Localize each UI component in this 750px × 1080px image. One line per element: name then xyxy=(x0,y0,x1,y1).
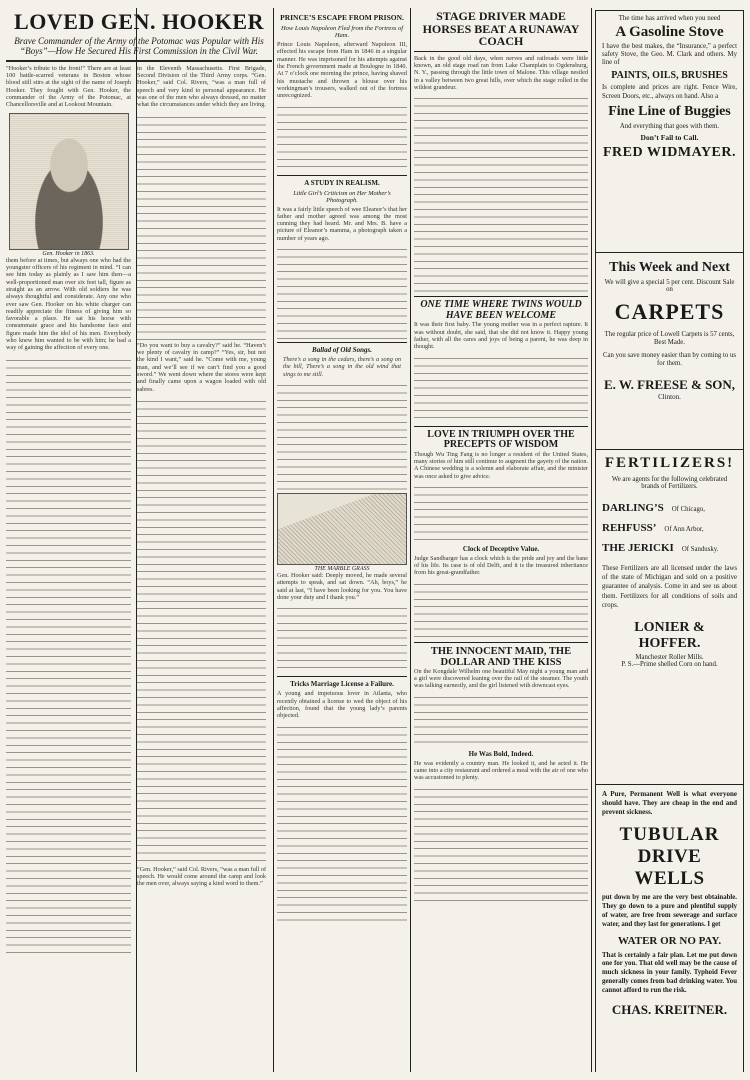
paints-heading: PAINTS, OILS, BRUSHES xyxy=(611,70,728,82)
stage-body: Back in the good old days, when nerves and railroads were little known, an old stage road ran from Lake Champlain to Ogdensburg, N. Y., passing through the little town of Malone. This village nestled in a valley between two great hills, over which the stage rolled in the wildest grandeur. xyxy=(414,54,588,92)
text-filler xyxy=(6,355,131,955)
ad-body: We will give a special 5 per cent. Discount Sale on xyxy=(604,279,735,293)
maid-headline: THE INNOCENT MAID, THE DOLLAR AND THE KISS xyxy=(430,645,572,668)
hooker-col-left xyxy=(6,65,131,955)
freese-ad xyxy=(595,253,744,450)
text-filler xyxy=(277,603,407,673)
stage-headline: STAGE DRIVER MADE HORSES BEAT A RUNAWAY COACH xyxy=(422,10,580,49)
column-rule xyxy=(591,8,592,1072)
ad-body: Is complete and prices are right. Fence Wire, Screen Doors, etc., always on hand. Also a xyxy=(602,84,737,100)
text-filler xyxy=(414,784,588,904)
freese-name: E. W. FREESE & SON, xyxy=(603,376,736,392)
freese-town: Clinton. xyxy=(658,392,681,401)
clock-headline: Clock of Deceptive Value. xyxy=(462,544,540,553)
ballad-title: Ballad of Old Songs. xyxy=(312,346,372,355)
widmayer-ad xyxy=(595,10,744,253)
brand-jericki: THE JERICKI xyxy=(602,542,674,554)
maid-body: On the Kongdale Wilhelm one beautiful May night a young man and a girl were discovered leaning over the rail of the steamer. The youth was talking earnestly, and the girl listened with downcast eyes. xyxy=(414,667,588,690)
ad-body: We are agents for the following celebrated brands of Fertilizers. xyxy=(611,476,728,490)
grass-illustration xyxy=(277,493,407,565)
fertilizers-heading: FERTILIZERS! xyxy=(604,455,735,471)
widmayer-name: FRED WIDMAYER. xyxy=(602,144,736,160)
brand-origin: Of Ann Arbor, xyxy=(664,526,704,533)
ad-body: The regular price of Lowell Carpets is 57 cents, Best Made. xyxy=(604,331,735,347)
text-filler xyxy=(414,692,588,747)
buggies-heading: Fine Line of Buggies xyxy=(608,103,731,119)
lonier-name: LONIER & HOFFER. xyxy=(634,619,705,651)
ad-tagline: Don’t Fail to Call. xyxy=(640,132,699,142)
text-filler xyxy=(277,380,407,490)
water-heading: WATER OR NO PAY. xyxy=(617,934,722,947)
divider xyxy=(414,426,588,427)
text-filler xyxy=(277,244,407,339)
divider xyxy=(414,296,588,297)
hooker-headline: LOVED GEN. HOOKER xyxy=(14,10,264,34)
ad-body: That is certainly a fair plan. Let me put down one for you. That old well may be the cause of much sickness in your family. Typhoid Fever generally comes from bad drinking water. You cannot afford to run the risk. xyxy=(602,951,737,994)
twins-headline: ONE TIME WHERE TWINS WOULD HAVE BEEN WELCOME xyxy=(420,299,582,321)
text-filler xyxy=(414,579,588,639)
hooker-body-mid: “Do you want to buy a cavalry?” said he. “Haven’t we plenty of cavalry in camp?” “Yes, sir, but not the kind I want,” said he. “Come with me, young man, and we’ll see if we can’t find you a good sword.” We went down where the stores were kept and finally came upon a wagon loaded with old sabres. xyxy=(137,341,266,393)
hooker-continued: Gen. Hooker said: Deeply moved, he made several attempts to speak, and sat down. “Ah, boys,” he said at last, “I have been looking for you. You have done your duty and I thank you.” xyxy=(277,572,407,601)
text-filler xyxy=(277,722,407,922)
clock-body: Judge Sandbarger has a clock which is the pride and joy and the bane of his life. Its case is of old Delft, and it is the treasured inheritance from his great-grandfather. xyxy=(414,554,588,577)
text-filler xyxy=(137,396,266,866)
fertilizer-ad xyxy=(595,450,744,785)
text-filler xyxy=(137,112,266,342)
bold-body: He was evidently a country man. He looked it, and he acted it. He came into a city restaurant and ordered a meal with the air of one who was accustomed to plenty. xyxy=(414,759,588,782)
ballad-poem: There’s a song in the cedars, there’s a song on the hill, There’s a song in the old wind that sings to me still. xyxy=(283,356,401,378)
realism-body: It was a fairly little speech of wee Eleanor’s that her father and mother agreed was among the most cunning they had heard. Mr. and Mrs. B. have a picture of Eleanor’s mamma, a photograph taken a number of years ago. xyxy=(277,205,407,242)
kreitner-name: CHAS. KREITNER. xyxy=(611,1001,728,1017)
divider xyxy=(277,175,407,176)
prince-subhead: How Louis Napoleon Fled from the Fortress of Ham. xyxy=(280,25,404,39)
ads-column xyxy=(595,10,744,1072)
hooker-columns xyxy=(6,65,272,955)
illustration-caption: THE MARBLE GRASS xyxy=(314,566,370,572)
ad-intro: A Pure, Permanent Well is what everyone should have. They are cheap in the end and prevent sickness. xyxy=(602,790,737,816)
lonier-sub2: P. S.—Prime shelled Corn on hand. xyxy=(621,660,718,668)
divider xyxy=(6,60,272,62)
divider xyxy=(277,342,407,343)
brand-row xyxy=(602,498,737,516)
hooker-col-right xyxy=(137,65,266,955)
ad-body: These Fertilizers are all licensed under the laws of the state of Michigan and sold on a positive guarantee of analysis. Come in and see us about them. Fertilizers for all conditions of soils and crops. xyxy=(602,565,737,609)
kreitner-ad xyxy=(595,785,744,1072)
hooker-deck: Brave Commander of the Army of the Potomac was Popular with His “Boys”—How He Secured His First Commission in the Civil War. xyxy=(14,36,264,57)
column-rule xyxy=(273,8,274,1072)
tubular-heading: TUBULAR xyxy=(619,824,720,846)
ad-body: Can you save money easier than by coming to us for them. xyxy=(602,351,737,368)
realism-headline: A STUDY IN REALISM. xyxy=(304,178,380,187)
love-headline: LOVE IN TRIUMPH OVER THE PRECEPTS OF WISDOM xyxy=(427,428,575,451)
gasoline-stove-heading: A Gasoline Stove xyxy=(615,24,724,40)
ad-body: And everything that goes with them. xyxy=(619,122,720,130)
prince-headline: PRINCE’S ESCAPE FROM PRISON. xyxy=(280,13,404,22)
prince-body: Prince Louis Napoleon, afterward Napoleon III, effected his escape from Ham in 1846 in a singular manner. He was imprisoned for his attempts against the French government made at Boulogne in 1840. At 7 o’clock one morning the prince, having shaved his mustache and thrown a blouse over his workingman’s trousers, walked out of the fortress unrecognized. xyxy=(277,41,407,100)
hooker-portrait xyxy=(9,113,129,250)
column-3 xyxy=(277,10,407,1072)
license-headline: Tricks Marriage License a Failure. xyxy=(290,680,394,689)
brand-row xyxy=(602,538,737,556)
divider xyxy=(414,51,588,52)
license-body: A young and impetuous lover in Atlanta, who recently obtained a license to wed the object of his affection, found that the young lady’s parents objected. xyxy=(277,690,407,720)
brand-origin: Of Chicago, xyxy=(671,506,705,513)
hooker-body-bottom: “Gen. Hooker,” said Col. Rivers, “was a man full of speech. He would come around the camp and look the men over, always saying a kind word to them.” xyxy=(137,865,266,888)
hooker-article xyxy=(6,10,272,1072)
drive-wells-heading: DRIVE WELLS xyxy=(634,846,705,890)
hooker-body: them before at times, but always one who had the youngster officers of his regiment in mind. “I can see him today as plainly as I saw him then—a well-proportioned man over six feet tall, figure as straight as an arrow. With old soldiers he was always thoughtful and considerate. Any one who ever saw Gen. Hooker on his white charger can readily appreciate the fitness of giving him so favorable a place. He sat his horse with consummate grace and his handsome face and figure made him the idol of his men. Everybody who knew him wanted to be with him; he had a way of gaining the affection of every one. xyxy=(6,256,131,352)
text-filler xyxy=(414,353,588,423)
lonier-sub: Manchester Roller Mills. xyxy=(635,653,704,661)
column-4 xyxy=(414,10,588,1072)
this-week-heading: This Week and Next xyxy=(609,260,730,275)
brand-origin: Of Sandusky. xyxy=(681,546,719,553)
divider xyxy=(414,642,588,643)
brand-row xyxy=(602,518,737,536)
love-body: Though Wu Ting Fang is no longer a resident of the United States, many stories of him still continue to augment the gayety of the nation. A Chinese wedding is a solemn and elaborate affair, and the minister was once asked to give advice. xyxy=(414,450,588,480)
brand-darling: DARLING’S xyxy=(602,502,664,514)
divider xyxy=(277,676,407,677)
ad-intro: The time has arrived when you need xyxy=(618,14,721,22)
bold-headline: He Was Bold, Indeed. xyxy=(468,749,534,758)
realism-subhead: Little Girl’s Criticism on Her Mother’s Photograph. xyxy=(293,189,391,204)
text-filler xyxy=(277,102,407,172)
hooker-body-top: in the Eleventh Massachusetts. First Brigade, Second Division of the Third Army corps. “Gen. Hooker,” said Col. Rivers, “was a man full of speech and very kind to personal appearance. He was one of the men who always dressed, no matter what the circumstances under which they are living. xyxy=(137,64,266,109)
ad-body: I have the best makes, the “Insurance,” a perfect safety Stove, the Geo. M. Clark and others. My line of xyxy=(602,43,737,67)
brand-rehfuss: REHFUSS’ xyxy=(602,522,657,534)
column-rule xyxy=(410,8,411,1072)
portrait-caption: Gen. Hooker in 1863. xyxy=(42,250,95,257)
twins-body: It was their first baby. The young mother was in a perfect rapture. It was without doubt, she said, that she did not know it. Happy young father, with all the cares and joys of being a parent, he was deep in thought. xyxy=(414,321,588,351)
ad-body: put down by me are the very best obtainable. They go down to a pure and plentiful supply of water, are free from sewerage and surface water, and they last for generations. I get xyxy=(602,894,737,928)
carpets-heading: CARPETS xyxy=(614,299,725,324)
text-filler xyxy=(414,482,588,542)
hooker-intro: “Hooker’s tribute to the front!” There are at least 100 battle-scarred veterans in Boston whose blood still stirs at the sight of the name of Joseph Hooker. They fought with Gen. Hooker, the commander of the Army of the Potomac, at Chancellorsville and at Lookout Mountain. xyxy=(6,64,131,109)
text-filler xyxy=(414,93,588,293)
